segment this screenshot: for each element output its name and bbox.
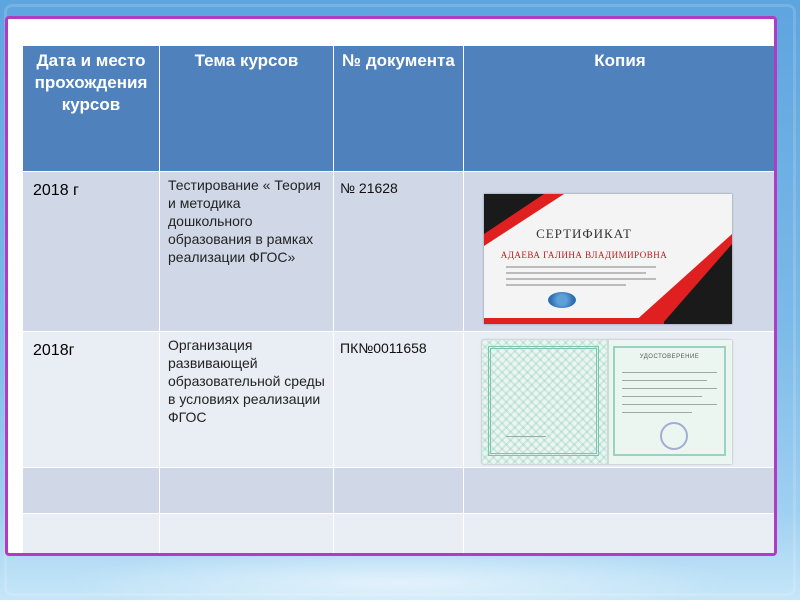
row4-copy [464,514,777,557]
row2-date: 2018г [23,332,160,468]
header-document-number: № документа [334,46,464,172]
diploma-text-line [622,396,702,397]
row1-date: 2018 г [23,172,160,332]
certificate-image [484,194,732,324]
certificate-text-line [506,278,656,280]
diploma-fold [607,340,609,464]
row3-date [23,468,160,514]
certificate-holder-name: АДАЕВА ГАЛИНА ВЛАДИМИРОВНА [500,250,668,260]
table-row [23,468,777,514]
row1-copy [464,172,777,332]
row2-copy [464,332,777,468]
row4-topic [160,514,334,557]
diploma-text-line [506,436,546,437]
diploma-frame-left [488,346,599,456]
row4-date [23,514,160,557]
header-date-place: Дата и место прохождения курсов [23,46,160,172]
row4-doc-number [334,514,464,557]
table-row [23,332,777,468]
table-header-row [23,46,777,172]
diploma-text-line [622,412,692,413]
certificate-logo-icon [548,292,576,308]
row1-topic: Тестирование « Теория и методика дошкольного образования в рамках реализации ФГОС» [160,172,334,332]
certificate-text-line [506,266,656,268]
courses-table [22,45,777,556]
diploma-text-line [622,380,707,381]
diploma-stamp-icon [660,422,688,450]
slide-frame [5,16,777,556]
certificate-text-line [506,272,646,274]
table-row [23,514,777,557]
header-topic: Тема курсов [160,46,334,172]
diploma-title: УДОСТОВЕРЕНИЕ [639,354,700,360]
row3-copy [464,468,777,514]
header-copy: Копия [464,46,777,172]
row2-doc-number: ПК№0011658 [334,332,464,468]
certificate-text-line [506,284,626,286]
row3-doc-number [334,468,464,514]
row1-doc-number: № 21628 [334,172,464,332]
diploma-text-line [622,388,717,389]
certificate-band [484,318,664,324]
certificate-title: СЕРТИФИКАТ [536,226,632,241]
diploma-image [482,340,732,464]
diploma-text-line [622,372,717,373]
diploma-text-line [622,404,717,405]
table-row [23,172,777,332]
row3-topic [160,468,334,514]
row2-topic: Организация развивающей образовательной среды в условиях реализации ФГОС [160,332,334,468]
